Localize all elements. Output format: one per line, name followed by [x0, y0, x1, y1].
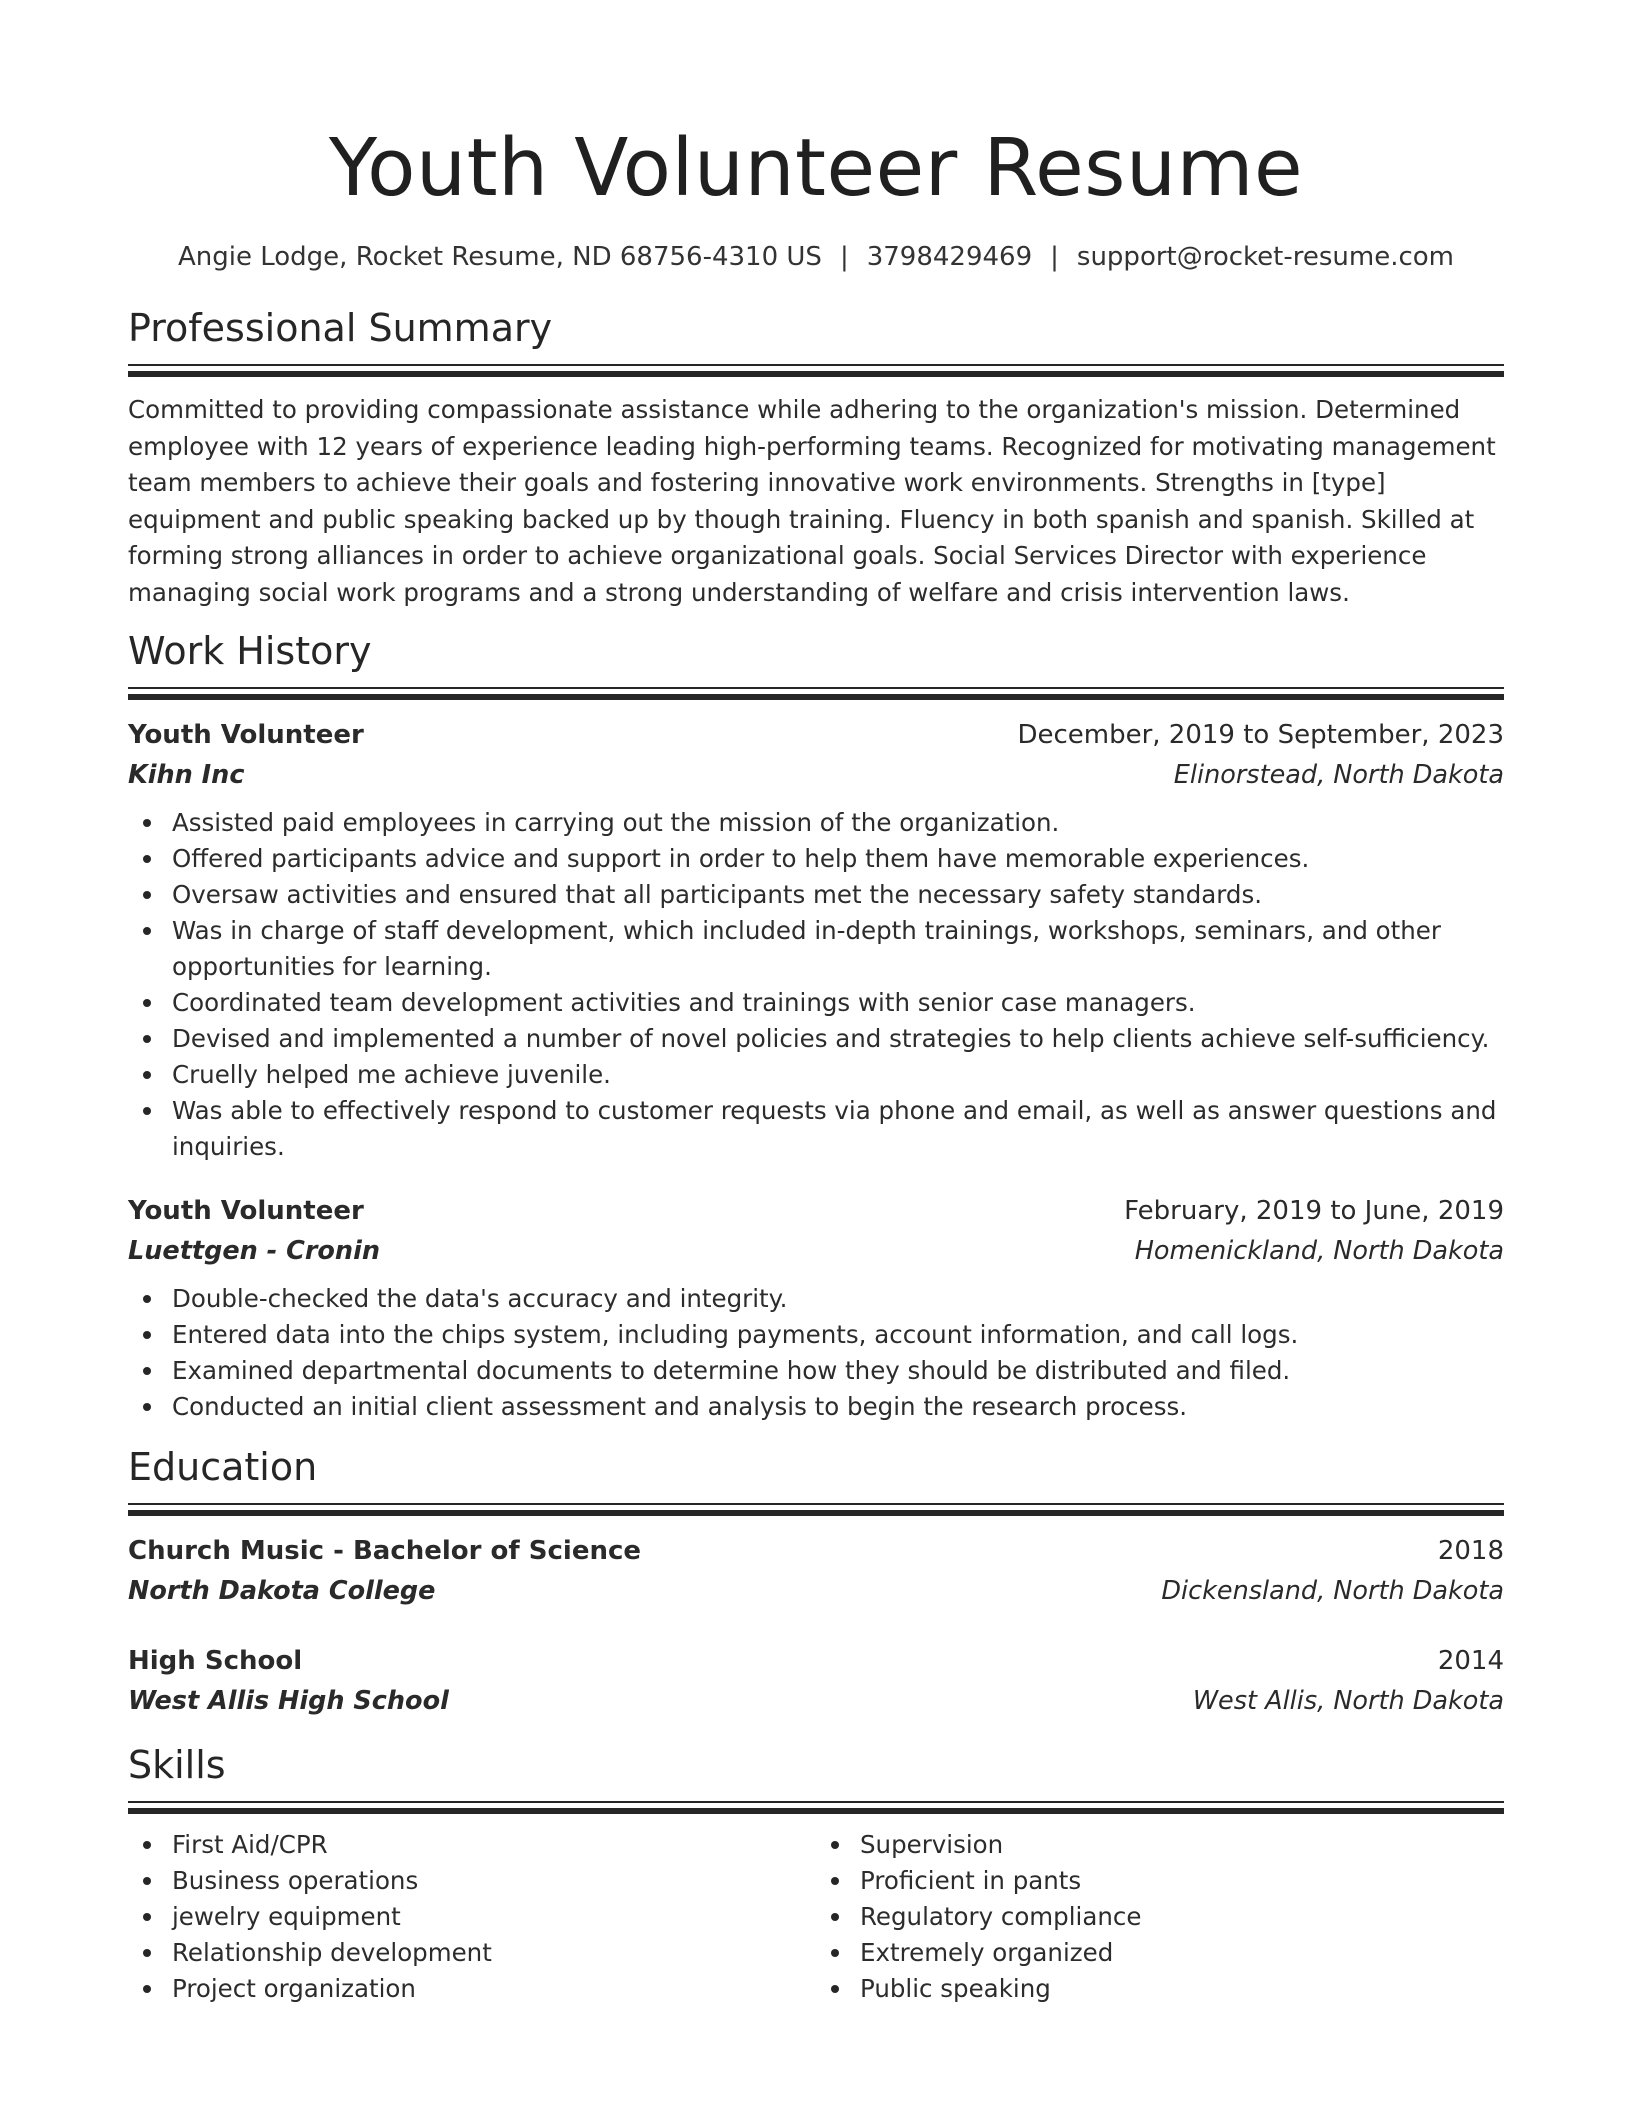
list-item: Coordinated team development activities and trainings with senior case managers.: [128, 985, 1504, 1021]
section-heading-summary: Professional Summary: [128, 306, 553, 350]
skills-list-right: [816, 1827, 1504, 2007]
work-history-section: [128, 627, 1504, 1425]
job-company: Kihn Inc: [128, 760, 245, 790]
list-item: Entered data into the chips system, including payments, account information, and call logs.: [128, 1317, 1504, 1353]
education-section: [128, 1443, 1504, 1721]
list-item: Assisted paid employees in carrying out the mission of the organization.: [128, 805, 1504, 841]
list-item: Conducted an initial client assessment and analysis to begin the research process.: [128, 1389, 1504, 1425]
job-title: Youth Volunteer: [128, 1196, 364, 1226]
education-entry: [128, 1641, 1504, 1721]
skill-item: jewelry equipment: [128, 1899, 816, 1935]
education-degree: High School: [128, 1646, 303, 1676]
summary-section: [128, 304, 1504, 611]
job-company: Luettgen - Cronin: [128, 1236, 380, 1266]
education-year: 2014: [1437, 1646, 1504, 1676]
skill-item: Extremely organized: [816, 1935, 1504, 1971]
list-item: Oversaw activities and ensured that all participants met the necessary safety standards.: [128, 877, 1504, 913]
section-heading-education: Education: [128, 1445, 318, 1489]
list-item: Offered participants advice and support in order to help them have memorable experiences.: [128, 841, 1504, 877]
section-divider: [128, 1503, 1504, 1517]
job-location: Elinorstead, North Dakota: [1173, 760, 1504, 790]
contact-address: Angie Lodge, Rocket Resume, ND 68756-4310 US: [177, 242, 822, 272]
section-divider: [128, 1801, 1504, 1815]
job-company-row: [128, 1231, 1504, 1271]
job-duties-list: [128, 805, 1504, 1165]
skills-list-left: [128, 1827, 816, 2007]
education-school: West Allis High School: [128, 1686, 449, 1716]
job-entry: [128, 715, 1504, 1165]
resume-page: [128, 0, 1504, 2007]
section-divider: [128, 687, 1504, 701]
education-location: West Allis, North Dakota: [1192, 1686, 1504, 1716]
skills-section: [128, 1741, 1504, 2007]
education-degree: Church Music - Bachelor of Science: [128, 1536, 642, 1566]
job-entry: [128, 1191, 1504, 1425]
skills-columns: [128, 1827, 1504, 2007]
education-school: North Dakota College: [128, 1576, 436, 1606]
job-duties-list: [128, 1281, 1504, 1425]
section-heading-skills: Skills: [128, 1743, 226, 1787]
section-heading-work-history: Work History: [128, 629, 372, 673]
education-entry: [128, 1531, 1504, 1611]
skill-item: Regulatory compliance: [816, 1899, 1504, 1935]
section-divider: [128, 364, 1504, 378]
education-header-row: [128, 1531, 1504, 1571]
skill-item: Proficient in pants: [816, 1863, 1504, 1899]
list-item: Was in charge of staff development, which included in-depth trainings, workshops, seminars, and other opportunities for learning.: [128, 913, 1504, 985]
job-company-row: [128, 755, 1504, 795]
job-header-row: [128, 715, 1504, 755]
list-item: Devised and implemented a number of novel policies and strategies to help clients achieve self-sufficiency.: [128, 1021, 1504, 1057]
contact-email: support@rocket-resume.com: [1076, 242, 1455, 272]
job-location: Homenickland, North Dakota: [1134, 1236, 1504, 1266]
job-dates: February, 2019 to June, 2019: [1124, 1196, 1504, 1226]
resume-title: Youth Volunteer Resume: [328, 122, 1304, 214]
education-year: 2018: [1437, 1536, 1504, 1566]
list-item: Was able to effectively respond to customer requests via phone and email, as well as answer questions and inquiries.: [128, 1093, 1504, 1165]
summary-text: Committed to providing compassionate assistance while adhering to the organization's mission. Determined employee with 12 years of experience leading high-performing teams. Recognized for motivating management team members to achieve their goals and fostering innovative work environments. Strengths in [type] equipment and public speaking backed up by though training. Fluency in both spanish and spanish. Skilled at forming strong alliances in order to achieve organizational goals. Social Services Director with experience managing social work programs and a strong understanding of welfare and crisis intervention laws.: [128, 395, 1496, 607]
skill-item: First Aid/CPR: [128, 1827, 816, 1863]
skill-item: Supervision: [816, 1827, 1504, 1863]
job-dates: December, 2019 to September, 2023: [1017, 720, 1504, 750]
list-item: Examined departmental documents to determine how they should be distributed and filed.: [128, 1353, 1504, 1389]
education-header-row: [128, 1641, 1504, 1681]
list-item: Cruelly helped me achieve juvenile.: [128, 1057, 1504, 1093]
skill-item: Project organization: [128, 1971, 816, 2007]
education-location: Dickensland, North Dakota: [1161, 1576, 1504, 1606]
education-school-row: [128, 1681, 1504, 1721]
contact-phone: 3798429469: [866, 242, 1033, 272]
job-title: Youth Volunteer: [128, 720, 364, 750]
skill-item: Business operations: [128, 1863, 816, 1899]
contact-separator: |: [1050, 242, 1059, 272]
contact-line: [128, 240, 1504, 274]
job-header-row: [128, 1191, 1504, 1231]
education-school-row: [128, 1571, 1504, 1611]
skill-item: Relationship development: [128, 1935, 816, 1971]
skill-item: Public speaking: [816, 1971, 1504, 2007]
contact-separator: |: [839, 242, 849, 272]
list-item: Double-checked the data's accuracy and integrity.: [128, 1281, 1504, 1317]
